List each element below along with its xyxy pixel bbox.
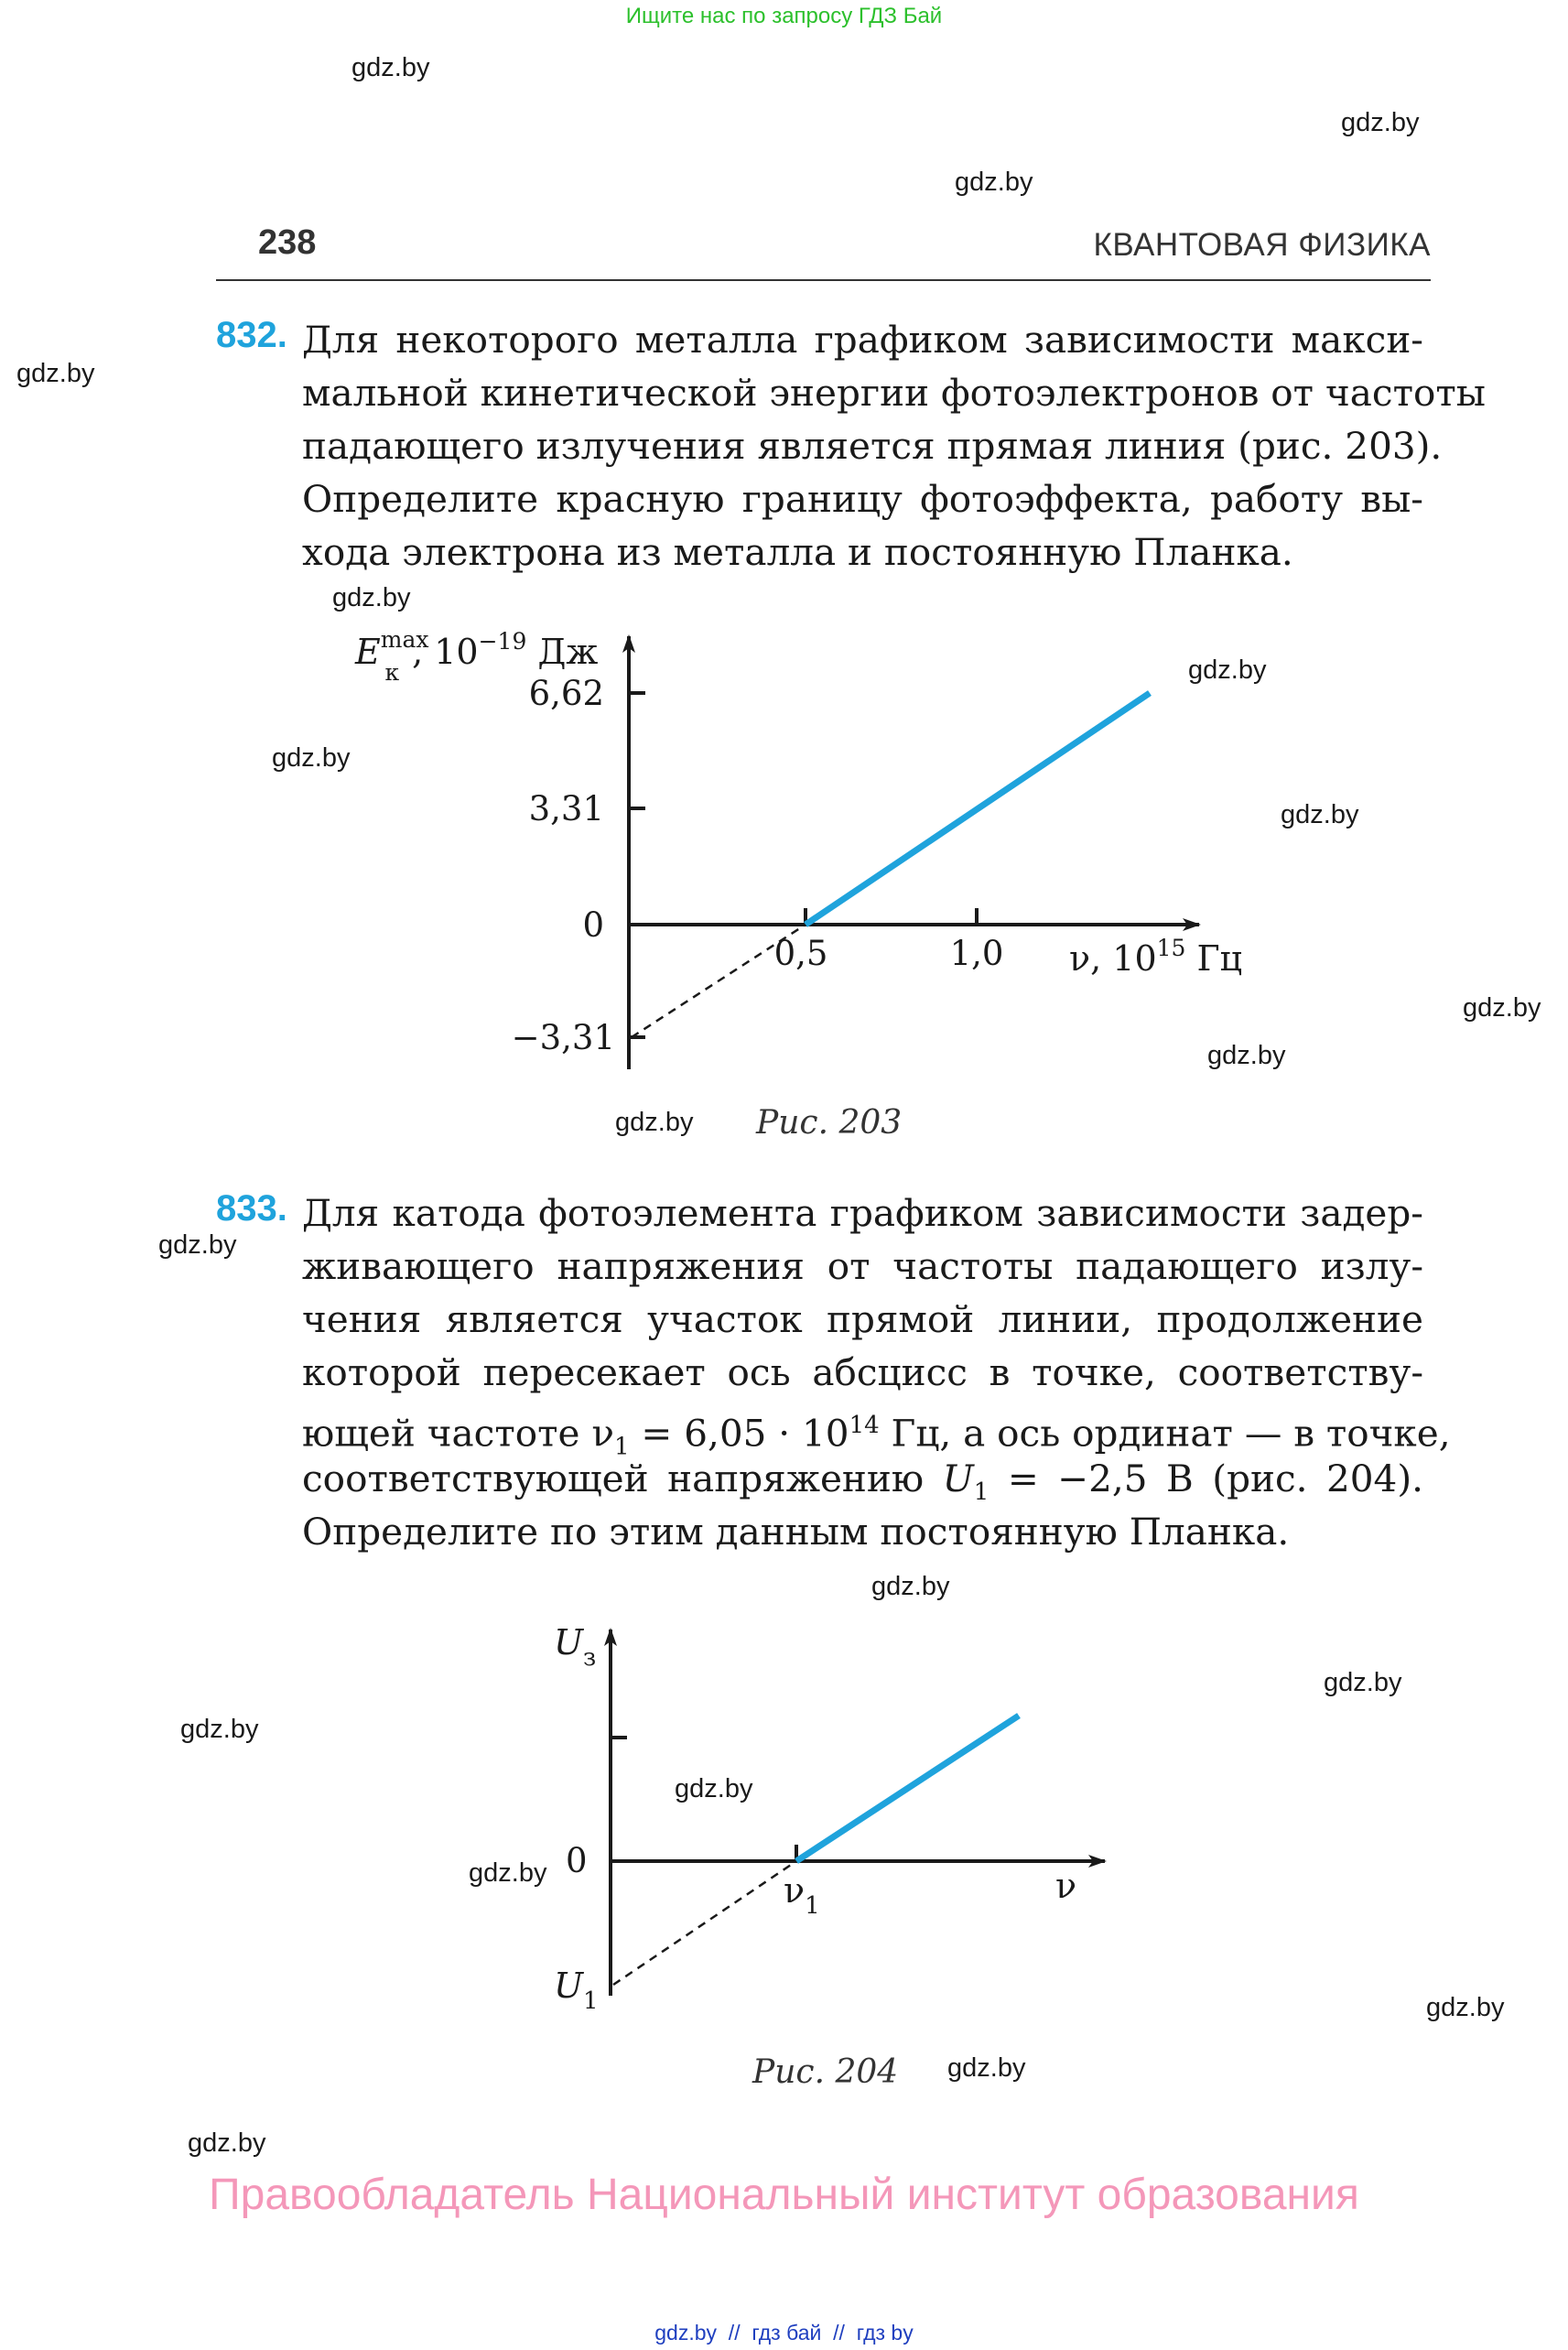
y-min-label: $U_1$ (554, 1966, 599, 2015)
watermark: gdz.by (158, 1230, 237, 1260)
problem-text-line: мальной кинетической энергии фотоэлектронов от частоты (302, 371, 1486, 415)
page-number: 238 (258, 223, 317, 262)
problem-text-line: Для катода фотоэлемента графиком зависимости задер- (302, 1191, 1423, 1235)
watermark: gdz.by (16, 359, 95, 388)
series-solid-line (806, 693, 1150, 925)
y-tick-label: 6,62 (528, 674, 604, 713)
watermark: gdz.by (675, 1774, 753, 1803)
y-tick-label: 0 (582, 905, 604, 945)
problem-text-line: хода электрона из металла и постоянную Планка. (302, 530, 1293, 574)
problem-number: 832. (216, 315, 287, 355)
problem-text-line: ющей частоте $\nu_1 = 6,05 \cdot 10^{14}$ Гц, а ось ординат — в точке, (302, 1411, 1451, 1461)
watermark: gdz.by (1188, 655, 1267, 685)
x-tick-label: $\nu_1$ (784, 1870, 820, 1920)
watermark: gdz.by (1207, 1041, 1286, 1070)
watermark: gdz.by (188, 2128, 266, 2158)
watermark: gdz.by (180, 1715, 259, 1744)
watermark: gdz.by (1463, 993, 1541, 1023)
problem-number: 833. (216, 1188, 287, 1229)
watermark: gdz.by (1341, 108, 1420, 137)
footer-links[interactable]: gdz.by // гдз бай // гдз by (654, 2321, 914, 2345)
running-head: КВАНТОВАЯ ФИЗИКА (1093, 227, 1431, 263)
x-axis-label: ν (1055, 1866, 1077, 1906)
problem-text-line: Для некоторого металла графиком зависимости макси- (302, 318, 1423, 362)
series-solid-line (796, 1716, 1019, 1861)
watermark: gdz.by (871, 1572, 950, 1601)
series-dashed-extension (613, 1861, 796, 1985)
problem-text-line: которой пересекает ось абсцисс в точке, соответству- (302, 1350, 1423, 1394)
y-tick-label: 3,31 (528, 789, 604, 828)
search-hint: Ищите нас по запросу ГДЗ Бай (625, 4, 943, 28)
problem-text-line: соответствующей напряжению $U_1 = -2,5$ В (рис. 204). (302, 1457, 1423, 1507)
origin-label: 0 (566, 1841, 588, 1880)
problem-text-line: Определите по этим данным постоянную Планка. (302, 1510, 1290, 1554)
figure-caption: Рис. 203 (756, 1104, 903, 1142)
watermark: gdz.by (1324, 1668, 1402, 1697)
y-axis-label: $E^{max}$ к, $10^{-19}$ Дж (355, 626, 599, 686)
copyright-notice: Правообладатель Национальный институт образования (209, 2171, 1359, 2219)
watermark: gdz.by (469, 1858, 547, 1888)
watermark: gdz.by (947, 2053, 1026, 2083)
x-tick-label: 1,0 (949, 934, 1004, 973)
problem-text-line: Определите красную границу фотоэффекта, работу вы- (302, 477, 1423, 521)
watermark: gdz.by (1426, 1993, 1505, 2022)
problem-text-line: чения является участок прямой линии, продолжение (302, 1297, 1423, 1341)
watermark: gdz.by (1281, 800, 1359, 829)
watermark: gdz.by (615, 1108, 694, 1137)
x-axis-label: ν, $10^{15}$ Гц (1069, 935, 1243, 979)
y-axis-label: $U_з$ (554, 1622, 597, 1672)
figure-caption: Рис. 204 (752, 2053, 899, 2091)
figure-204-chart (0, 1556, 1568, 2069)
watermark: gdz.by (955, 168, 1033, 197)
y-tick-label: −3,31 (511, 1018, 615, 1057)
problem-text-line: падающего излучения является прямая линия (рис. 203). (302, 424, 1443, 468)
problem-text-line: живающего напряжения от частоты падающего излу- (302, 1244, 1423, 1288)
watermark: gdz.by (351, 53, 430, 82)
watermark: gdz.by (272, 743, 351, 773)
watermark: gdz.by (332, 583, 411, 612)
x-tick-label: 0,5 (773, 934, 828, 973)
